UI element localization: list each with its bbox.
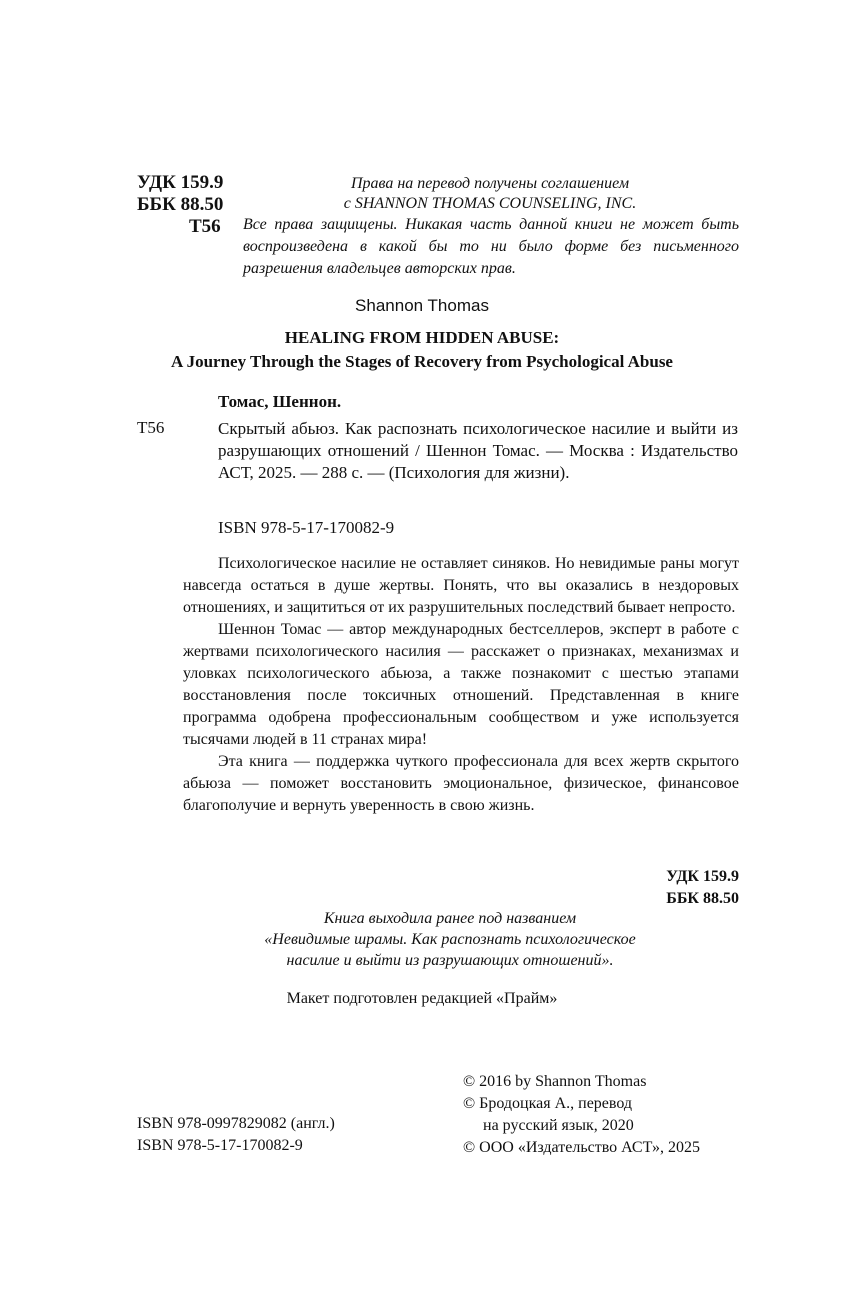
- previous-edition-line-3: насилие и выйти из разрушающих отношений».: [286, 952, 614, 969]
- rights-line-2: с SHANNON THOMAS COUNSELING, INC.: [343, 195, 637, 212]
- copyright-line-1: © 2016 by Shannon Thomas: [463, 1073, 647, 1090]
- catalog-isbn: ISBN 978-5-17-170082-9: [218, 518, 395, 537]
- classification-block: [137, 172, 223, 238]
- original-subtitle: A Journey Through the Stages of Recovery from Psychological Abuse: [171, 352, 673, 371]
- original-author: Shannon Thomas: [355, 296, 489, 315]
- rights-line-1: Права на перевод получены соглашением: [350, 175, 630, 192]
- annotation-paragraph: Шеннон Томас — автор международных бестселлеров, эксперт в работе с жертвами психологического насилия — расскажет о признаках, механизмах и уловках психологического абьюза, а также познакомит с шестью этапами восстановления после токсичных отношений. Представленная в книге программа одобрена профессиональным сообществом и уже используется тысячами людей в 11 странах мира!: [183, 621, 739, 748]
- isbn-english: ISBN 978-0997829082 (англ.): [137, 1115, 335, 1132]
- copyright-lines: [463, 1071, 700, 1159]
- catalog-author-heading: Томас, Шеннон.: [218, 392, 342, 411]
- author-sign: Т56: [189, 216, 221, 237]
- annotation: [183, 553, 739, 817]
- bbk-code: ББК 88.50: [137, 194, 224, 215]
- original-title-block: [0, 326, 844, 374]
- catalog-author-sign: Т56: [137, 418, 165, 437]
- annotation-paragraph: Психологическое насилие не оставляет синяков. Но невидимые раны могут навсегда остаться в душе жертвы. Понять, что вы оказались в нездоровых отношениях, и защититься от их разрушительных последствий бывает непросто.: [183, 555, 739, 616]
- isbn-list: [137, 1113, 335, 1157]
- previous-edition-line-2: «Невидимые шрамы. Как распознать психологическое: [264, 931, 636, 948]
- copyright-notice: Все права защищены. Никакая часть данной книги не может быть воспроизведена в какой бы то ни было форме без письменного разрешения владельцев авторских прав.: [243, 216, 739, 277]
- translation-rights: [300, 174, 680, 214]
- previous-edition-note: [200, 908, 700, 971]
- layout-credit: Макет подготовлен редакцией «Прайм»: [286, 990, 558, 1007]
- isbn-russian: ISBN 978-5-17-170082-9: [137, 1137, 303, 1154]
- classification-bottom: [560, 866, 739, 910]
- original-title: HEALING FROM HIDDEN ABUSE:: [284, 328, 560, 347]
- copyright-line-2: © Бродоцкая А., перевод: [463, 1095, 633, 1112]
- bbk-code-bottom: ББК 88.50: [666, 890, 739, 907]
- annotation-paragraph: Эта книга — поддержка чуткого профессионала для всех жертв скрытого абьюза — поможет восстановить эмоциональное, физическое, финансовое благополучие и вернуть уверенность в свою жизнь.: [183, 753, 739, 814]
- bibliographic-description: Скрытый абьюз. Как распознать психологическое насилие и выйти из разрушающих отношений / Шеннон Томас. — Москва : Издательство АСТ, 2025. — 288 с. — (Психология для жизни).: [218, 419, 738, 482]
- copyright-line-4: © ООО «Издательство АСТ», 2025: [463, 1139, 700, 1156]
- udk-code-bottom: УДК 159.9: [666, 868, 739, 885]
- copyright-line-3: на русский язык, 2020: [483, 1117, 634, 1134]
- previous-edition-line-1: Книга выходила ранее под названием: [323, 910, 577, 927]
- udk-code: УДК 159.9: [137, 172, 224, 193]
